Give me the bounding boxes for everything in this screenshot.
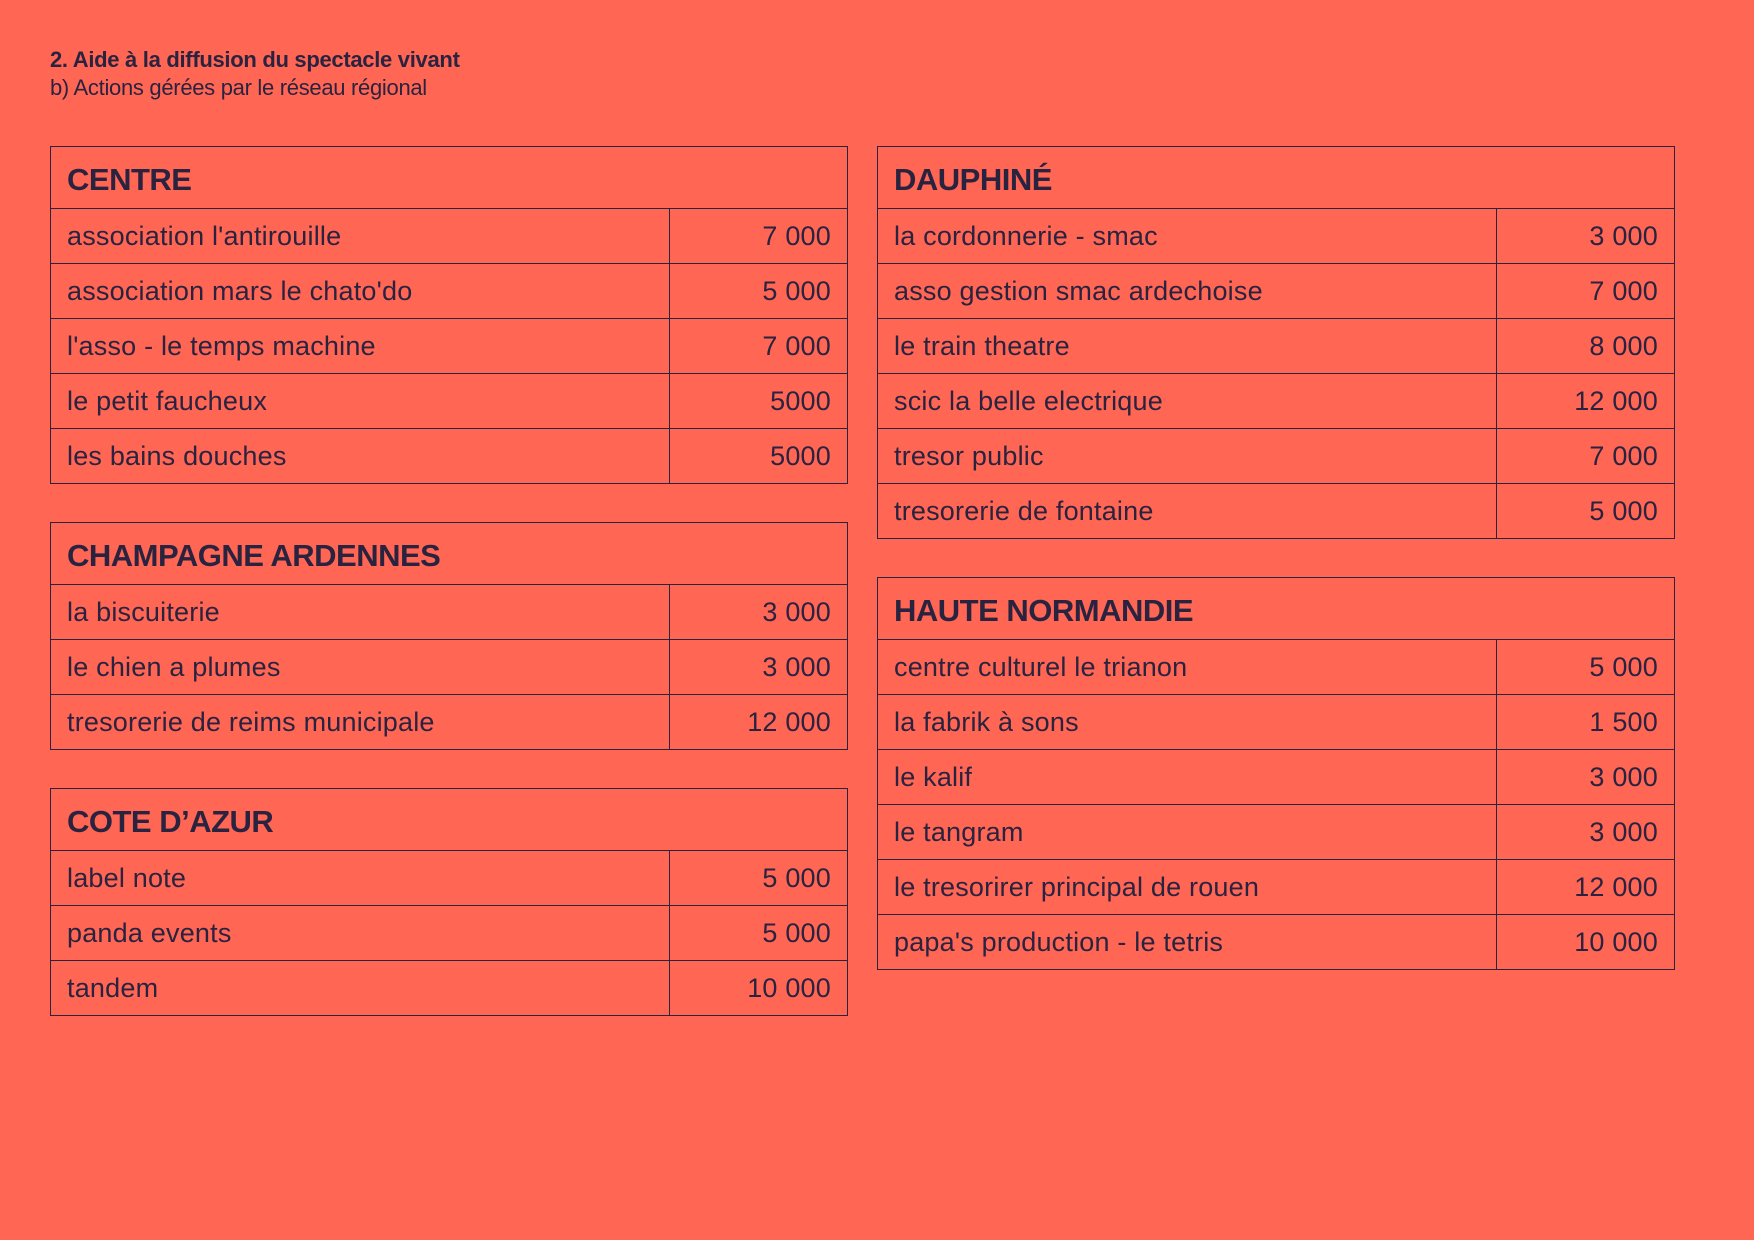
amount-value: 7 000: [670, 319, 848, 374]
table-row: [51, 640, 848, 695]
beneficiary-name: tresorerie de reims municipale: [51, 695, 670, 750]
region-title: CENTRE: [51, 147, 848, 209]
region-title: DAUPHINÉ: [878, 147, 1675, 209]
beneficiary-name: asso gestion smac ardechoise: [878, 264, 1497, 319]
amount-value: 5 000: [670, 264, 848, 319]
left-column: [50, 146, 848, 1054]
beneficiary-name: la fabrik à sons: [878, 695, 1497, 750]
beneficiary-name: le tresorirer principal de rouen: [878, 860, 1497, 915]
beneficiary-name: association l'antirouille: [51, 209, 670, 264]
beneficiary-name: les bains douches: [51, 429, 670, 484]
region-table-centre: [50, 146, 848, 484]
region-title: COTE D’AZUR: [51, 789, 848, 851]
table-row: [878, 695, 1675, 750]
beneficiary-name: le petit faucheux: [51, 374, 670, 429]
table-row: [51, 264, 848, 319]
beneficiary-name: tandem: [51, 961, 670, 1016]
amount-value: 5 000: [1497, 640, 1675, 695]
amount-value: 1 500: [1497, 695, 1675, 750]
amount-value: 7 000: [1497, 429, 1675, 484]
section-subtitle: b) Actions gérées par le réseau régional: [50, 75, 427, 100]
amount-value: 10 000: [1497, 915, 1675, 970]
page-header: [50, 46, 460, 102]
beneficiary-name: tresorerie de fontaine: [878, 484, 1497, 539]
table-row: [878, 209, 1675, 264]
beneficiary-name: tresor public: [878, 429, 1497, 484]
region-header-row: [51, 789, 848, 851]
beneficiary-name: l'asso - le temps machine: [51, 319, 670, 374]
beneficiary-name: le kalif: [878, 750, 1497, 805]
amount-value: 5 000: [1497, 484, 1675, 539]
table-row: [51, 374, 848, 429]
amount-value: 5 000: [670, 851, 848, 906]
region-header-row: [51, 523, 848, 585]
right-column: [877, 146, 1675, 1008]
beneficiary-name: la cordonnerie - smac: [878, 209, 1497, 264]
amount-value: 10 000: [670, 961, 848, 1016]
amount-value: 12 000: [1497, 374, 1675, 429]
region-header-row: [51, 147, 848, 209]
beneficiary-name: association mars le chato'do: [51, 264, 670, 319]
region-title: HAUTE NORMANDIE: [878, 578, 1675, 640]
table-row: [51, 429, 848, 484]
table-row: [51, 961, 848, 1016]
region-table-cote-d-azur: [50, 788, 848, 1016]
table-row: [878, 860, 1675, 915]
table-row: [51, 906, 848, 961]
region-table-champagne-ardennes: [50, 522, 848, 750]
amount-value: 3 000: [1497, 209, 1675, 264]
amount-value: 3 000: [1497, 805, 1675, 860]
amount-value: 3 000: [1497, 750, 1675, 805]
beneficiary-name: centre culturel le trianon: [878, 640, 1497, 695]
amount-value: 12 000: [670, 695, 848, 750]
amount-value: 5000: [670, 374, 848, 429]
region-header-row: [878, 578, 1675, 640]
region-table-haute-normandie: [877, 577, 1675, 970]
beneficiary-name: papa's production - le tetris: [878, 915, 1497, 970]
region-title: CHAMPAGNE ARDENNES: [51, 523, 848, 585]
table-row: [878, 915, 1675, 970]
beneficiary-name: panda events: [51, 906, 670, 961]
region-table-dauphine: [877, 146, 1675, 539]
table-row: [878, 640, 1675, 695]
region-header-row: [878, 147, 1675, 209]
table-row: [878, 750, 1675, 805]
table-row: [51, 319, 848, 374]
amount-value: 3 000: [670, 585, 848, 640]
amount-value: 7 000: [1497, 264, 1675, 319]
table-row: [878, 264, 1675, 319]
beneficiary-name: la biscuiterie: [51, 585, 670, 640]
table-row: [878, 484, 1675, 539]
table-row: [51, 585, 848, 640]
table-row: [51, 695, 848, 750]
table-row: [878, 805, 1675, 860]
table-row: [51, 209, 848, 264]
beneficiary-name: le tangram: [878, 805, 1497, 860]
beneficiary-name: le chien a plumes: [51, 640, 670, 695]
table-row: [878, 429, 1675, 484]
amount-value: 5 000: [670, 906, 848, 961]
beneficiary-name: le train theatre: [878, 319, 1497, 374]
beneficiary-name: label note: [51, 851, 670, 906]
table-row: [51, 851, 848, 906]
amount-value: 8 000: [1497, 319, 1675, 374]
section-title: 2. Aide à la diffusion du spectacle vivant: [50, 47, 460, 72]
beneficiary-name: scic la belle electrique: [878, 374, 1497, 429]
amount-value: 12 000: [1497, 860, 1675, 915]
table-row: [878, 319, 1675, 374]
table-row: [878, 374, 1675, 429]
amount-value: 5000: [670, 429, 848, 484]
amount-value: 3 000: [670, 640, 848, 695]
amount-value: 7 000: [670, 209, 848, 264]
